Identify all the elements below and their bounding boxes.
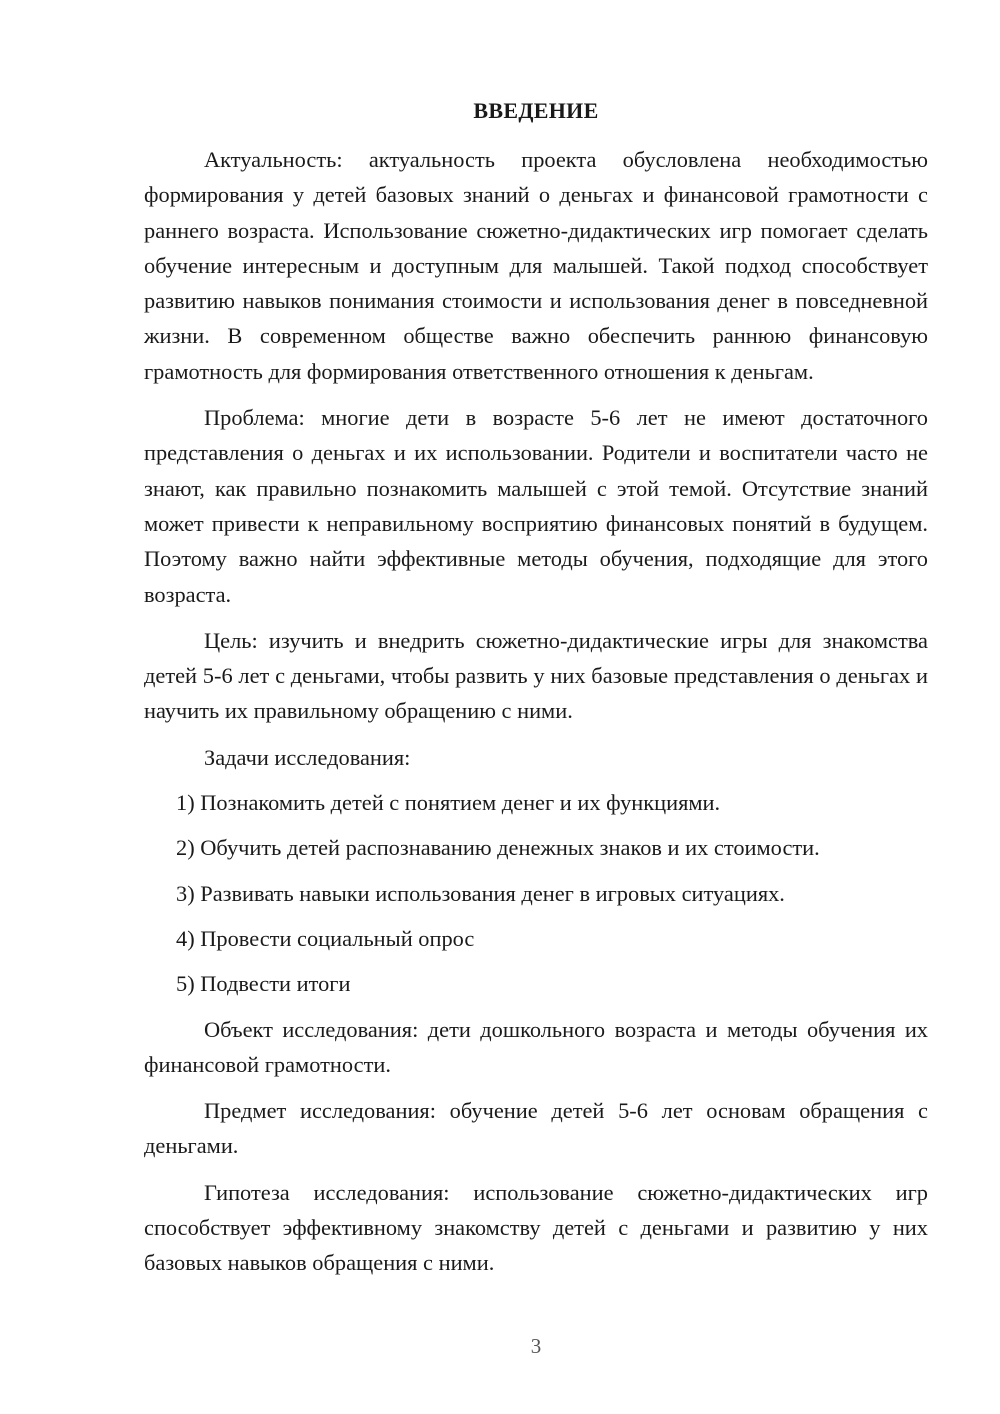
task-item: 4) Провести социальный опрос xyxy=(176,925,475,951)
tasks-heading: Задачи исследования: xyxy=(204,744,411,770)
page-number: 3 xyxy=(530,1334,542,1358)
paragraph-goal: Цель: изучить и внедрить сюжетно-дидактические игры для знакомства детей 5-6 лет с деньгами, чтобы развить у них базовые представления о деньгах и научить их правильному обращению с ними. xyxy=(144,627,928,724)
page-title: ВВЕДЕНИЕ xyxy=(473,98,599,123)
task-item: 2) Обучить детей распознаванию денежных знаков и их стоимости. xyxy=(176,835,820,861)
paragraph-object: Объект исследования: дети дошкольного возраста и методы обучения их финансовой грамотности. xyxy=(144,1016,928,1077)
document-body xyxy=(144,142,928,1292)
task-item: 1) Познакомить детей с понятием денег и их функциями. xyxy=(176,790,721,816)
task-item: 5) Подвести итоги xyxy=(176,971,351,997)
paragraph-problem: Проблема: многие дети в возрасте 5-6 лет не имеют достаточного представления о деньгах и их использовании. Родители и воспитатели часто не знают, как правильно познакомить малышей с этой темой. Отсутствие знаний может привести к неправильному восприятию финансовых понятий в будущем. Поэтому важно найти эффективные методы обучения, подходящие для этого возраста. xyxy=(144,405,928,607)
paragraph-relevance: Актуальность: актуальность проекта обусловлена необходимостью формирования у детей базовых знаний о деньгах и финансовой грамотности с раннего возраста. Использование сюжетно-дидактических игр помогает сделать обучение интересным и доступным для малышей. Такой подход способствует развитию навыков понимания стоимости и использования денег в повседневной жизни. В современном обществе важно обеспечить раннюю финансовую грамотность для формирования ответственного отношения к деньгам. xyxy=(144,147,928,384)
task-item: 3) Развивать навыки использования денег в игровых ситуациях. xyxy=(176,880,785,906)
paragraph-hypothesis: Гипотеза исследования: использование сюжетно-дидактических игр способствует эффективному знакомству детей с деньгами и развитию у них базовых навыков обращения с ними. xyxy=(144,1179,928,1276)
paragraph-subject: Предмет исследования: обучение детей 5-6 лет основам обращения с деньгами. xyxy=(144,1098,928,1159)
